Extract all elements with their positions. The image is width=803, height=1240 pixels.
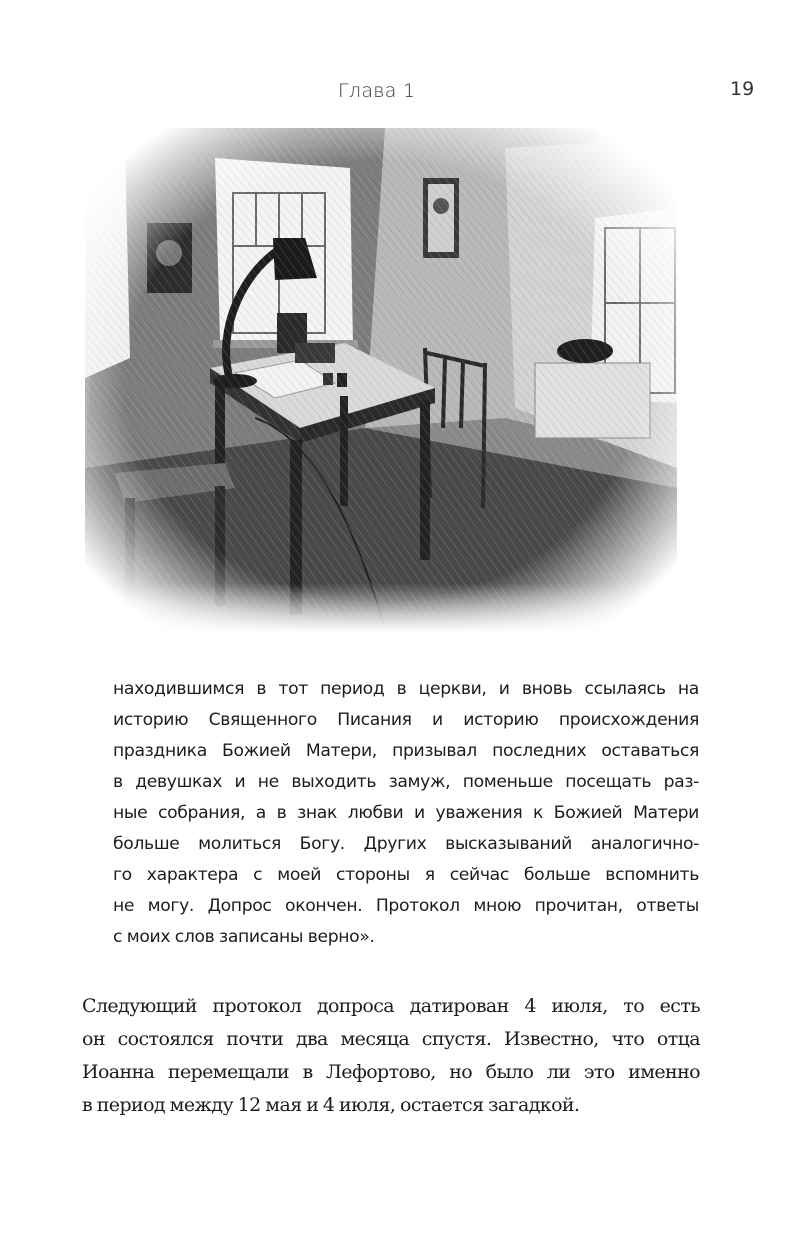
quote-line: го характера с моей стороны я сейчас больше вспомнить [113,865,699,885]
body-paragraph [82,990,700,1122]
page-number: 19 [730,78,755,100]
illustration [85,128,677,633]
quote-line: в девушках и не выходить замуж, поменьше посещать раз- [113,772,699,792]
body-line: Иоанна перемещали в Лефортово, но было ли это именно [82,1061,700,1083]
body-line: в период между 12 мая и 4 июля, остается загадкой. [82,1094,580,1116]
quoted-protocol-text [113,674,699,953]
quote-line: с моих слов записаны верно». [113,927,375,947]
quote-line: не могу. Допрос окончен. Протокол мною прочитан, ответы [113,896,699,916]
body-line: Следующий протокол допроса датирован 4 июля, то есть [82,995,700,1017]
sketch-room-illustration-icon [85,128,677,633]
quote-line: ные собрания, а в знак любви и уважения к Божией Матери [113,803,699,823]
quote-line: праздника Божией Матери, призывал последних оставаться [113,741,699,761]
body-line: он состоялся почти два месяца спустя. Известно, что отца [82,1028,700,1050]
running-head: Глава 1 [338,80,416,102]
quote-line: находившимся в тот период в церкви, и вновь ссылаясь на [113,679,699,699]
quote-line: больше молиться Богу. Других высказываний аналогично- [113,834,699,854]
quote-line: историю Священного Писания и историю происхождения [113,710,699,730]
